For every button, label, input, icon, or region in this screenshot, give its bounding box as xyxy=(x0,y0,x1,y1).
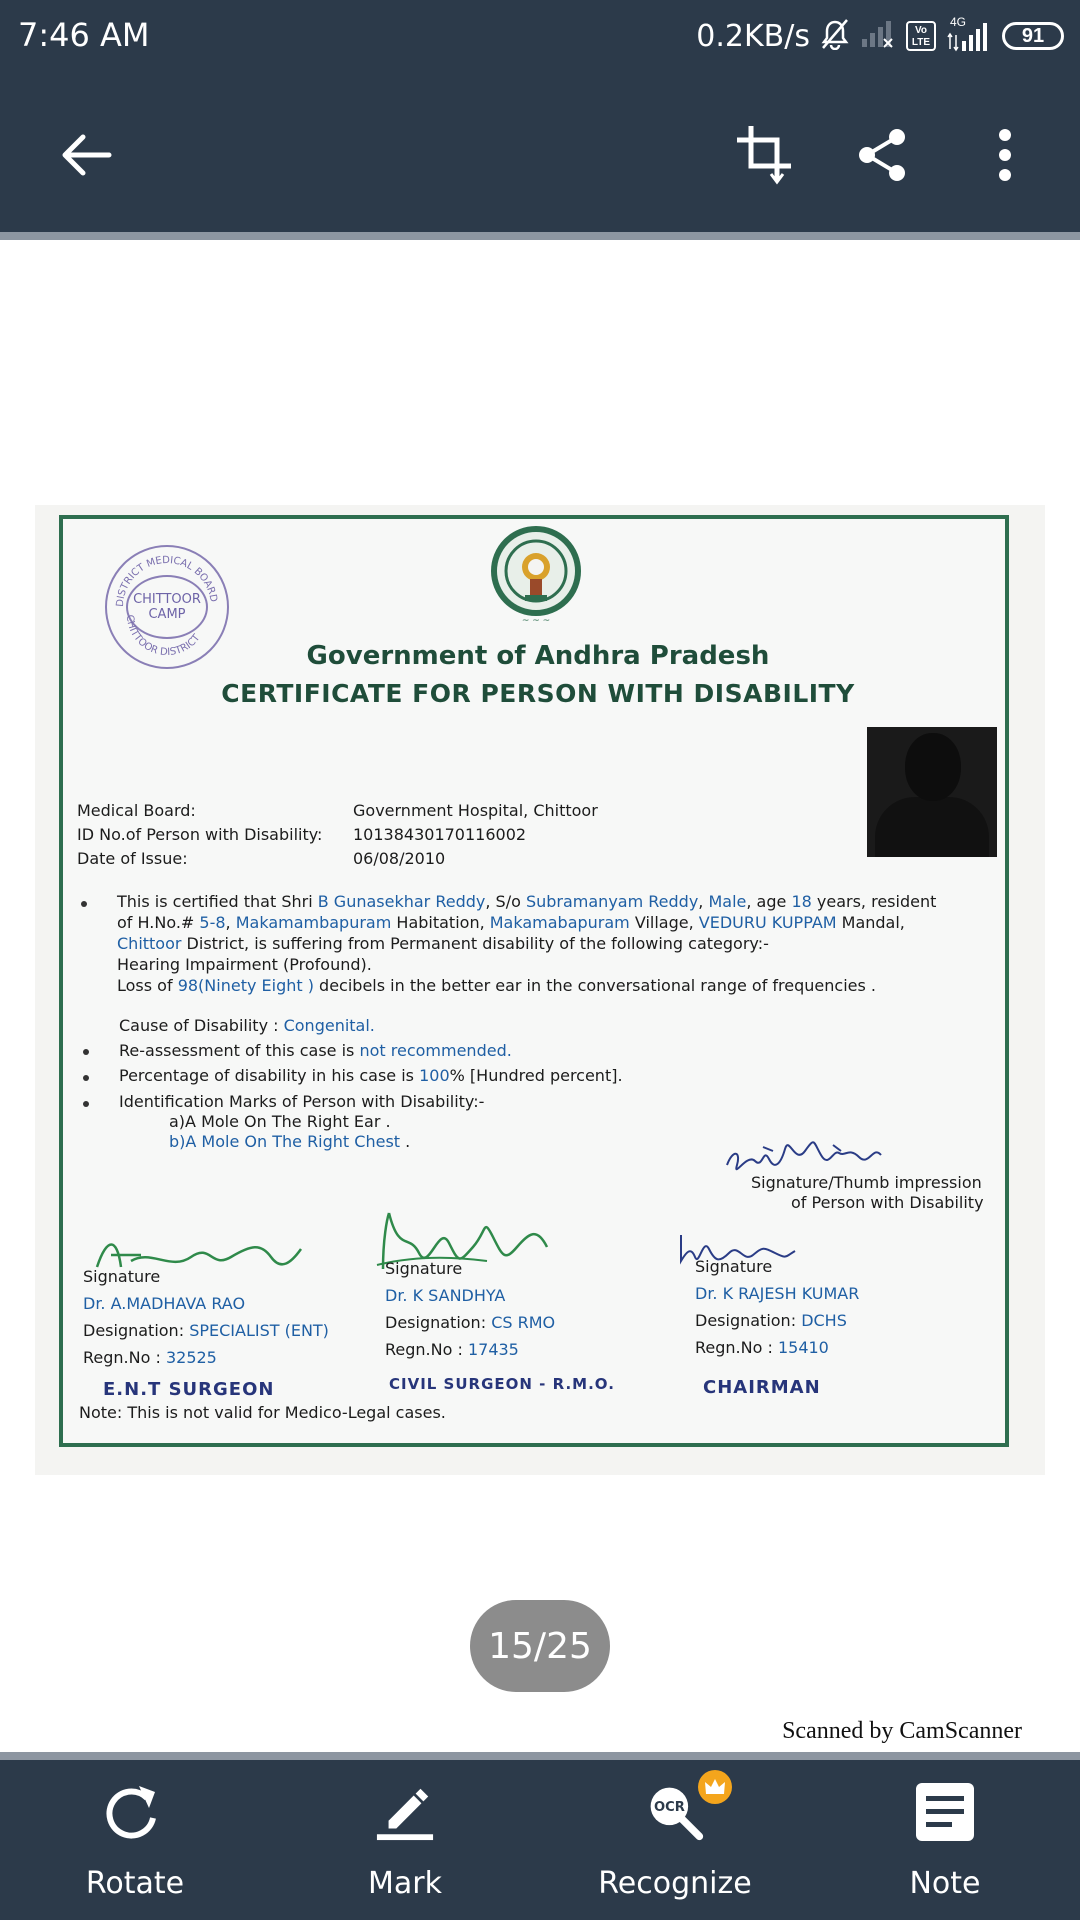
date-value: 06/08/2010 xyxy=(353,849,446,868)
person-signature xyxy=(723,1137,903,1177)
ocr-search-icon xyxy=(645,1782,705,1842)
status-indicators xyxy=(696,14,1064,58)
mark-button[interactable] xyxy=(270,1760,540,1920)
bottom-bar-divider xyxy=(0,1752,1080,1760)
person-signature-label-1: Signature/Thumb impression xyxy=(751,1173,982,1192)
signatory-2 xyxy=(385,1255,555,1363)
para-line-3: Chittoor District, is suffering from Permanent disability of the following category:- xyxy=(117,934,769,953)
signal-empty-icon xyxy=(860,19,896,54)
signatory-designation: Designation: SPECIALIST (ENT) xyxy=(83,1321,329,1340)
reassessment-line: Re-assessment of this case is not recommended. xyxy=(119,1041,512,1060)
more-vert-icon[interactable] xyxy=(970,120,1040,190)
signatory-1 xyxy=(83,1263,329,1371)
rotate-icon xyxy=(105,1782,165,1842)
percentage-line: Percentage of disability in his case is 100% [Hundred percent]. xyxy=(119,1066,623,1085)
back-arrow-icon[interactable] xyxy=(50,120,120,190)
signatory-designation: Designation: CS RMO xyxy=(385,1313,556,1332)
para-line-1: This is certified that Shri B Gunasekhar Reddy, S/o Subramanyam Reddy, Male, age 18 years, resident xyxy=(117,892,937,911)
rotate-label: Rotate xyxy=(85,1866,185,1901)
disability-certificate xyxy=(59,515,1009,1447)
bullet xyxy=(83,1049,89,1055)
id-label: ID No.of Person with Disability: xyxy=(77,825,323,844)
recognize-label: Recognize xyxy=(598,1866,752,1901)
signature-label: Signature xyxy=(385,1259,463,1278)
stamp-ring-bottom: CHITTOOR DISTRICT xyxy=(123,614,203,659)
pencil-icon xyxy=(375,1782,435,1842)
stamp-ring-top: DISTRICT MEDICAL BOARD xyxy=(114,554,219,608)
signal-4g-icon xyxy=(946,15,992,53)
legal-note: Note: This is not valid for Medico-Legal cases. xyxy=(79,1403,446,1422)
bell-muted-icon xyxy=(820,18,850,55)
scanned-page[interactable] xyxy=(35,505,1045,1475)
signature-label: Signature xyxy=(83,1267,161,1286)
status-time: 7:46 AM xyxy=(18,16,150,54)
state-emblem-icon xyxy=(491,525,581,625)
signatory-3 xyxy=(695,1253,859,1361)
bullet xyxy=(81,901,87,907)
svg-text:OCR: OCR xyxy=(653,1800,685,1816)
photo-silhouette-head xyxy=(905,733,961,801)
id-value: 10138430170116002 xyxy=(353,825,527,844)
status-bar xyxy=(0,0,1080,72)
medical-board-label: Medical Board: xyxy=(77,801,196,820)
crown-icon xyxy=(698,1770,732,1804)
bottom-toolbar xyxy=(0,1760,1080,1920)
signatory-name: Dr. A.MADHAVA RAO xyxy=(83,1294,246,1313)
para-line-2: of H.No.# 5-8, Makamambapuram Habitation, Makamabapuram Village, VEDURU KUPPAM Mandal, xyxy=(117,913,905,932)
certificate-title: Government of Andhra Pradesh xyxy=(306,641,770,671)
bullet xyxy=(83,1075,89,1081)
network-type: 4G xyxy=(950,15,967,29)
signatory-regn: Regn.No : 32525 xyxy=(83,1348,217,1367)
bullet xyxy=(83,1101,89,1107)
certificate-subtitle: CERTIFICATE FOR PERSON WITH DISABILITY xyxy=(221,679,855,708)
photo-silhouette-body xyxy=(875,797,989,857)
page-indicator: 15/25 xyxy=(470,1600,610,1692)
disability-category: Hearing Impairment (Profound). xyxy=(117,955,372,974)
signatory-regn: Regn.No : 15410 xyxy=(695,1338,829,1357)
recognize-button[interactable] xyxy=(540,1760,810,1920)
person-photo xyxy=(867,727,997,857)
crop-icon[interactable] xyxy=(730,120,800,190)
note-label: Note xyxy=(909,1866,981,1901)
identification-mark-a: a)A Mole On The Right Ear . xyxy=(169,1112,391,1131)
identification-marks-label: Identification Marks of Person with Disability:- xyxy=(119,1092,485,1111)
note-icon xyxy=(915,1782,975,1842)
date-label: Date of Issue: xyxy=(77,849,188,868)
note-button[interactable] xyxy=(810,1760,1080,1920)
chairman-stamp: CHAIRMAN xyxy=(703,1377,821,1398)
signatory-designation: Designation: DCHS xyxy=(695,1311,847,1330)
signatory-name: Dr. K SANDHYA xyxy=(385,1286,506,1305)
rotate-button[interactable] xyxy=(0,1760,270,1920)
para-line-5: Loss of 98(Ninety Eight ) decibels in the better ear in the conversational range of frequencies . xyxy=(117,976,876,995)
mark-label: Mark xyxy=(368,1866,442,1901)
top-toolbar xyxy=(0,72,1080,232)
signatory-name: Dr. K RAJESH KUMAR xyxy=(695,1284,860,1303)
document-viewer[interactable] xyxy=(0,240,1080,1752)
share-icon[interactable] xyxy=(848,120,918,190)
toolbar-divider xyxy=(0,232,1080,240)
camscanner-watermark: Scanned by CamScanner xyxy=(782,1718,1022,1744)
battery-indicator: 91 xyxy=(1002,22,1064,50)
cause-line: Cause of Disability : Congenital. xyxy=(119,1016,375,1035)
stamp-text: CHITTOOR CAMP xyxy=(126,575,208,639)
civil-surgeon-stamp: CIVIL SURGEON - R.M.O. xyxy=(389,1375,615,1393)
identification-mark-b-line: b)A Mole On The Right Chest . xyxy=(169,1132,411,1151)
ent-surgeon-stamp: E.N.T SURGEON xyxy=(103,1379,275,1400)
svg-text:~ ~ ~: ~ ~ ~ xyxy=(521,616,551,625)
person-signature-label-2: of Person with Disability xyxy=(791,1193,984,1212)
signature-label: Signature xyxy=(695,1257,773,1276)
volte-icon: Vo LTE xyxy=(906,21,936,51)
medical-board-value: Government Hospital, Chittoor xyxy=(353,801,598,820)
signatory-regn: Regn.No : 17435 xyxy=(385,1340,519,1359)
network-speed: 0.2KB/s xyxy=(696,18,810,54)
